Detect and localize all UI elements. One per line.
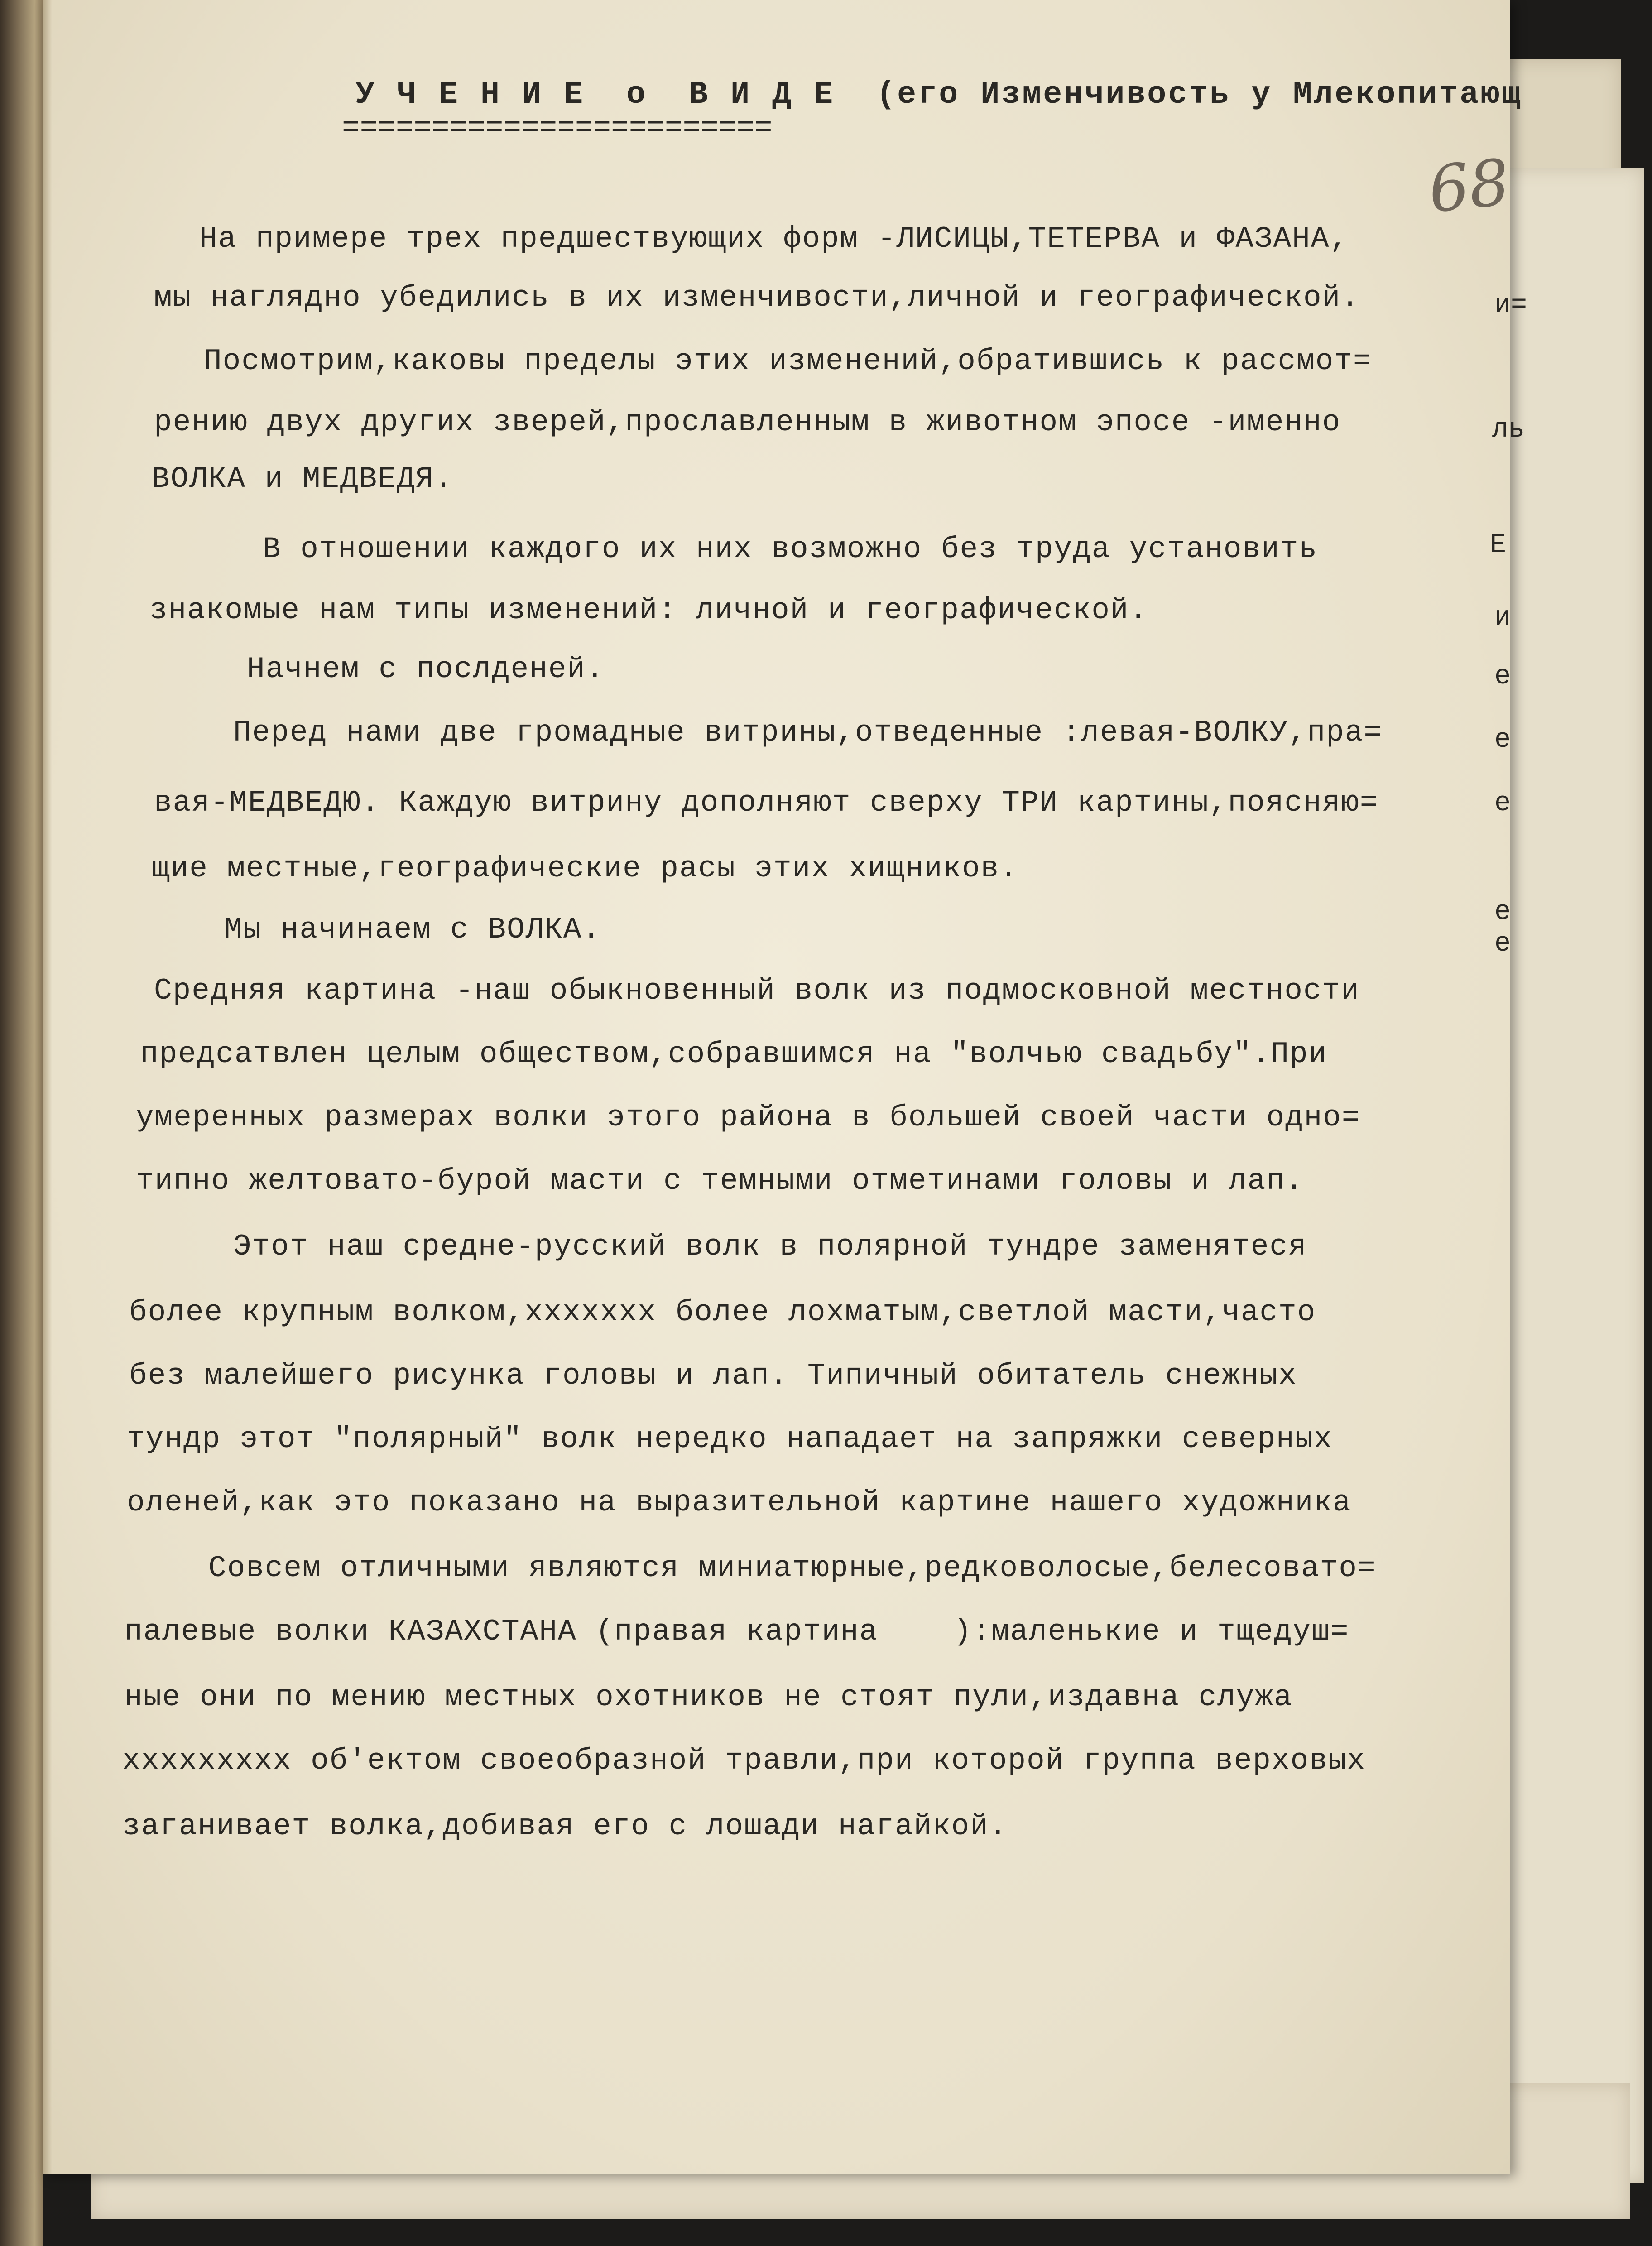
text-line: ные они по мению местных охотников не стоят пули,издавна служа: [125, 1680, 1293, 1714]
text-line: предсатвлен целым обществом,собравшимся на "волчью свадьбу".При: [140, 1037, 1328, 1071]
text-line: более крупным волком,xxxxxxx более лохматым,светлой масти,часто: [129, 1295, 1316, 1329]
text-line: знакомые нам типы изменений: личной и географической.: [149, 593, 1148, 627]
text-line: Перед нами две громадные витрины,отведенные :левая-ВОЛКУ,пра=: [233, 716, 1383, 750]
text-line: тундр этот "полярный" волк нередко нападает на запряжки северных: [127, 1422, 1333, 1456]
text-line: На примере трех предшествующих форм -ЛИСИЦЫ,ТЕТЕРВА и ФАЗАНА,: [199, 222, 1349, 256]
text-line: рению двух других зверей,прославленным в животном эпосе -именно: [154, 405, 1341, 439]
page-title: У Ч Е Н И Е о В И Д Е (его Изменчивость у Млекопитающ: [355, 77, 1522, 113]
margin-mark: е: [1494, 725, 1511, 755]
text-line: палевые волки КАЗАХСТАНА (правая картина ):маленькие и тщедуш=: [125, 1615, 1349, 1649]
title-underline: ========================: [342, 111, 773, 145]
handwritten-folio-number: 68: [1425, 145, 1513, 227]
binding-edge: [0, 0, 43, 2246]
margin-mark: е: [1494, 788, 1511, 819]
margin-mark: е: [1494, 897, 1511, 928]
text-line: Средняя картина -наш обыкновенный волк из подмосковной местности: [154, 974, 1360, 1008]
text-line: В отношении каждого их них возможно без труда установить: [263, 532, 1318, 566]
text-line: Совсем отличными являются миниатюрные,редковолосые,белесовато=: [208, 1551, 1377, 1585]
text-line: щие местные,географические расы этих хищников.: [152, 851, 1018, 885]
text-line: типно желтовато-бурой масти с темными отметинами головы и лап.: [136, 1164, 1304, 1198]
text-line: Начнем с послденей.: [247, 652, 605, 686]
text-line: ВОЛКА и МЕДВЕДЯ.: [152, 462, 453, 496]
document-page: [43, 0, 1522, 2174]
margin-mark: Е: [1490, 530, 1507, 561]
margin-mark: е: [1494, 661, 1511, 692]
text-line: заганивает волка,добивая его с лошади нагайкой.: [122, 1809, 1008, 1843]
margin-mark: е: [1494, 928, 1511, 959]
text-line: вая-МЕДВЕДЮ. Каждую витрину дополняют сверху ТРИ картины,поясняю=: [154, 786, 1379, 820]
page-fold: [43, 0, 52, 2174]
text-line: Этот наш средне-русский волк в полярной тундре заменятеся: [233, 1230, 1307, 1264]
text-line: Посмотрим,каковы пределы этих изменений,обратившись к рассмот=: [204, 344, 1372, 378]
text-line: Мы начинаем с ВОЛКА.: [224, 913, 601, 947]
text-line: оленей,как это показано на выразительной картине нашего художника: [127, 1486, 1352, 1520]
text-line: мы наглядно убедились в их изменчивости,личной и географической.: [154, 281, 1360, 315]
text-line: без малейшего рисунка головы и лап. Типичный обитатель снежных: [129, 1359, 1297, 1393]
text-line: xxxxxxxxx об'ектом своеобразной травли,при которой группа верховых: [122, 1744, 1366, 1778]
margin-mark: и: [1494, 602, 1511, 633]
margin-mark: и=: [1494, 290, 1527, 321]
text-line: умеренных размерах волки этого района в большей своей части одно=: [136, 1101, 1361, 1135]
margin-mark: ль: [1492, 414, 1525, 445]
